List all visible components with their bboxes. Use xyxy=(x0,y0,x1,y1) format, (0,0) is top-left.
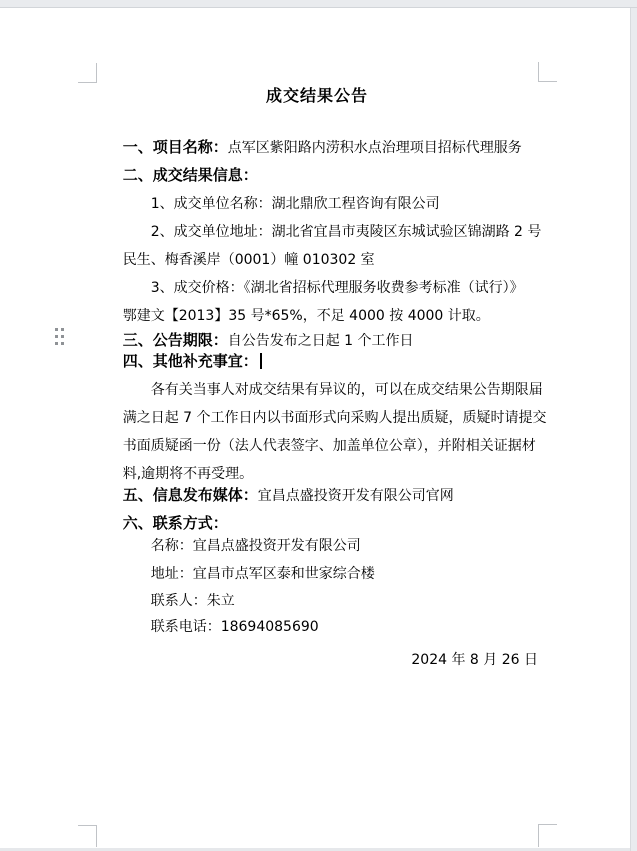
line-project-name[interactable] xyxy=(96,116,538,156)
line-text: 民生、梅香溪岸（0001）幢 010302 室 xyxy=(122,252,375,268)
line-text: 名称：宜昌点盛投资开发有限公司 xyxy=(150,538,361,554)
document-title: 成交结果公告 xyxy=(265,86,368,105)
line-text: 地址：宜昌市点军区泰和世家综合楼 xyxy=(150,566,375,582)
line-publish-media[interactable] xyxy=(96,464,538,504)
line-contact-name[interactable] xyxy=(96,515,538,554)
line-announcement-period[interactable] xyxy=(96,309,538,349)
line-winner-address-2[interactable] xyxy=(96,229,538,268)
line-objection-para-3[interactable] xyxy=(96,415,538,454)
line-result-info-heading[interactable] xyxy=(96,144,538,184)
line-contact-address[interactable] xyxy=(96,543,538,582)
line-other-matters-heading[interactable] xyxy=(96,330,538,370)
line-text: 各有关当事人对成交结果有异议的，可以在成交结果公告期限届 xyxy=(150,382,543,398)
heading-label: 二、成交结果信息： xyxy=(122,166,258,184)
text-boundary-mark-bottom-right xyxy=(538,824,557,847)
line-text: 自公告发布之日起 1 个工作日 xyxy=(227,333,414,349)
app-chrome-right xyxy=(630,8,637,851)
line-text: 宜昌点盛投资开发有限公司官网 xyxy=(257,488,454,504)
line-text: 书面质疑函一份（法人代表签字、加盖单位公章），并附相关证据材 xyxy=(122,438,536,454)
paragraph-drag-handle-icon[interactable] xyxy=(55,328,64,345)
line-winner-name[interactable] xyxy=(96,173,538,212)
line-price-2[interactable] xyxy=(96,285,538,324)
heading-label: 三、公告期限： xyxy=(122,331,228,349)
app-chrome-top xyxy=(0,0,637,8)
line-text: 联系人：朱立 xyxy=(150,593,235,609)
line-text: 点军区紫阳路内涝积水点治理项目招标代理服务 xyxy=(227,140,522,156)
text-boundary-mark-top-left xyxy=(78,63,97,83)
heading-label: 四、其他补充事宜： xyxy=(122,352,258,370)
line-text: 2、成交单位地址：湖北省宜昌市夷陵区东城试验区锦湖路 2 号 xyxy=(150,224,542,240)
line-price-1[interactable] xyxy=(96,257,538,296)
heading-label: 六、联系方式： xyxy=(122,514,228,532)
line-date[interactable]: 2024 年 8 月 26 日 xyxy=(411,652,538,668)
line-text: 联系电话：18694085690 xyxy=(150,619,319,635)
line-objection-para-2[interactable] xyxy=(96,387,547,426)
heading-label: 五、信息发布媒体： xyxy=(122,486,258,504)
line-contact-person[interactable] xyxy=(96,570,538,609)
document-page[interactable] xyxy=(0,8,630,848)
line-text: 1、成交单位名称：湖北鼎欣工程咨询有限公司 xyxy=(150,196,440,212)
line-text: 鄂建文【2013】35 号*65%，不足 4000 按 4000 计取。 xyxy=(122,308,490,324)
line-contact-heading[interactable] xyxy=(96,492,538,532)
line-objection-para-1[interactable] xyxy=(96,359,543,398)
line-text: 满之日起 7 个工作日内以书面形式向采购人提出质疑，质疑时请提交 xyxy=(122,410,547,426)
line-text: 料,逾期将不再受理。 xyxy=(122,466,254,482)
text-boundary-mark-top-right xyxy=(538,62,557,82)
line-text: 3、成交价格：《湖北省招标代理服务收费参考标准（试行）》 xyxy=(150,280,524,296)
line-winner-address-1[interactable] xyxy=(96,201,542,240)
line-contact-phone[interactable] xyxy=(96,596,538,635)
line-objection-para-4[interactable] xyxy=(96,443,538,482)
text-boundary-mark-bottom-left xyxy=(78,825,97,847)
heading-label: 一、项目名称： xyxy=(122,138,228,156)
